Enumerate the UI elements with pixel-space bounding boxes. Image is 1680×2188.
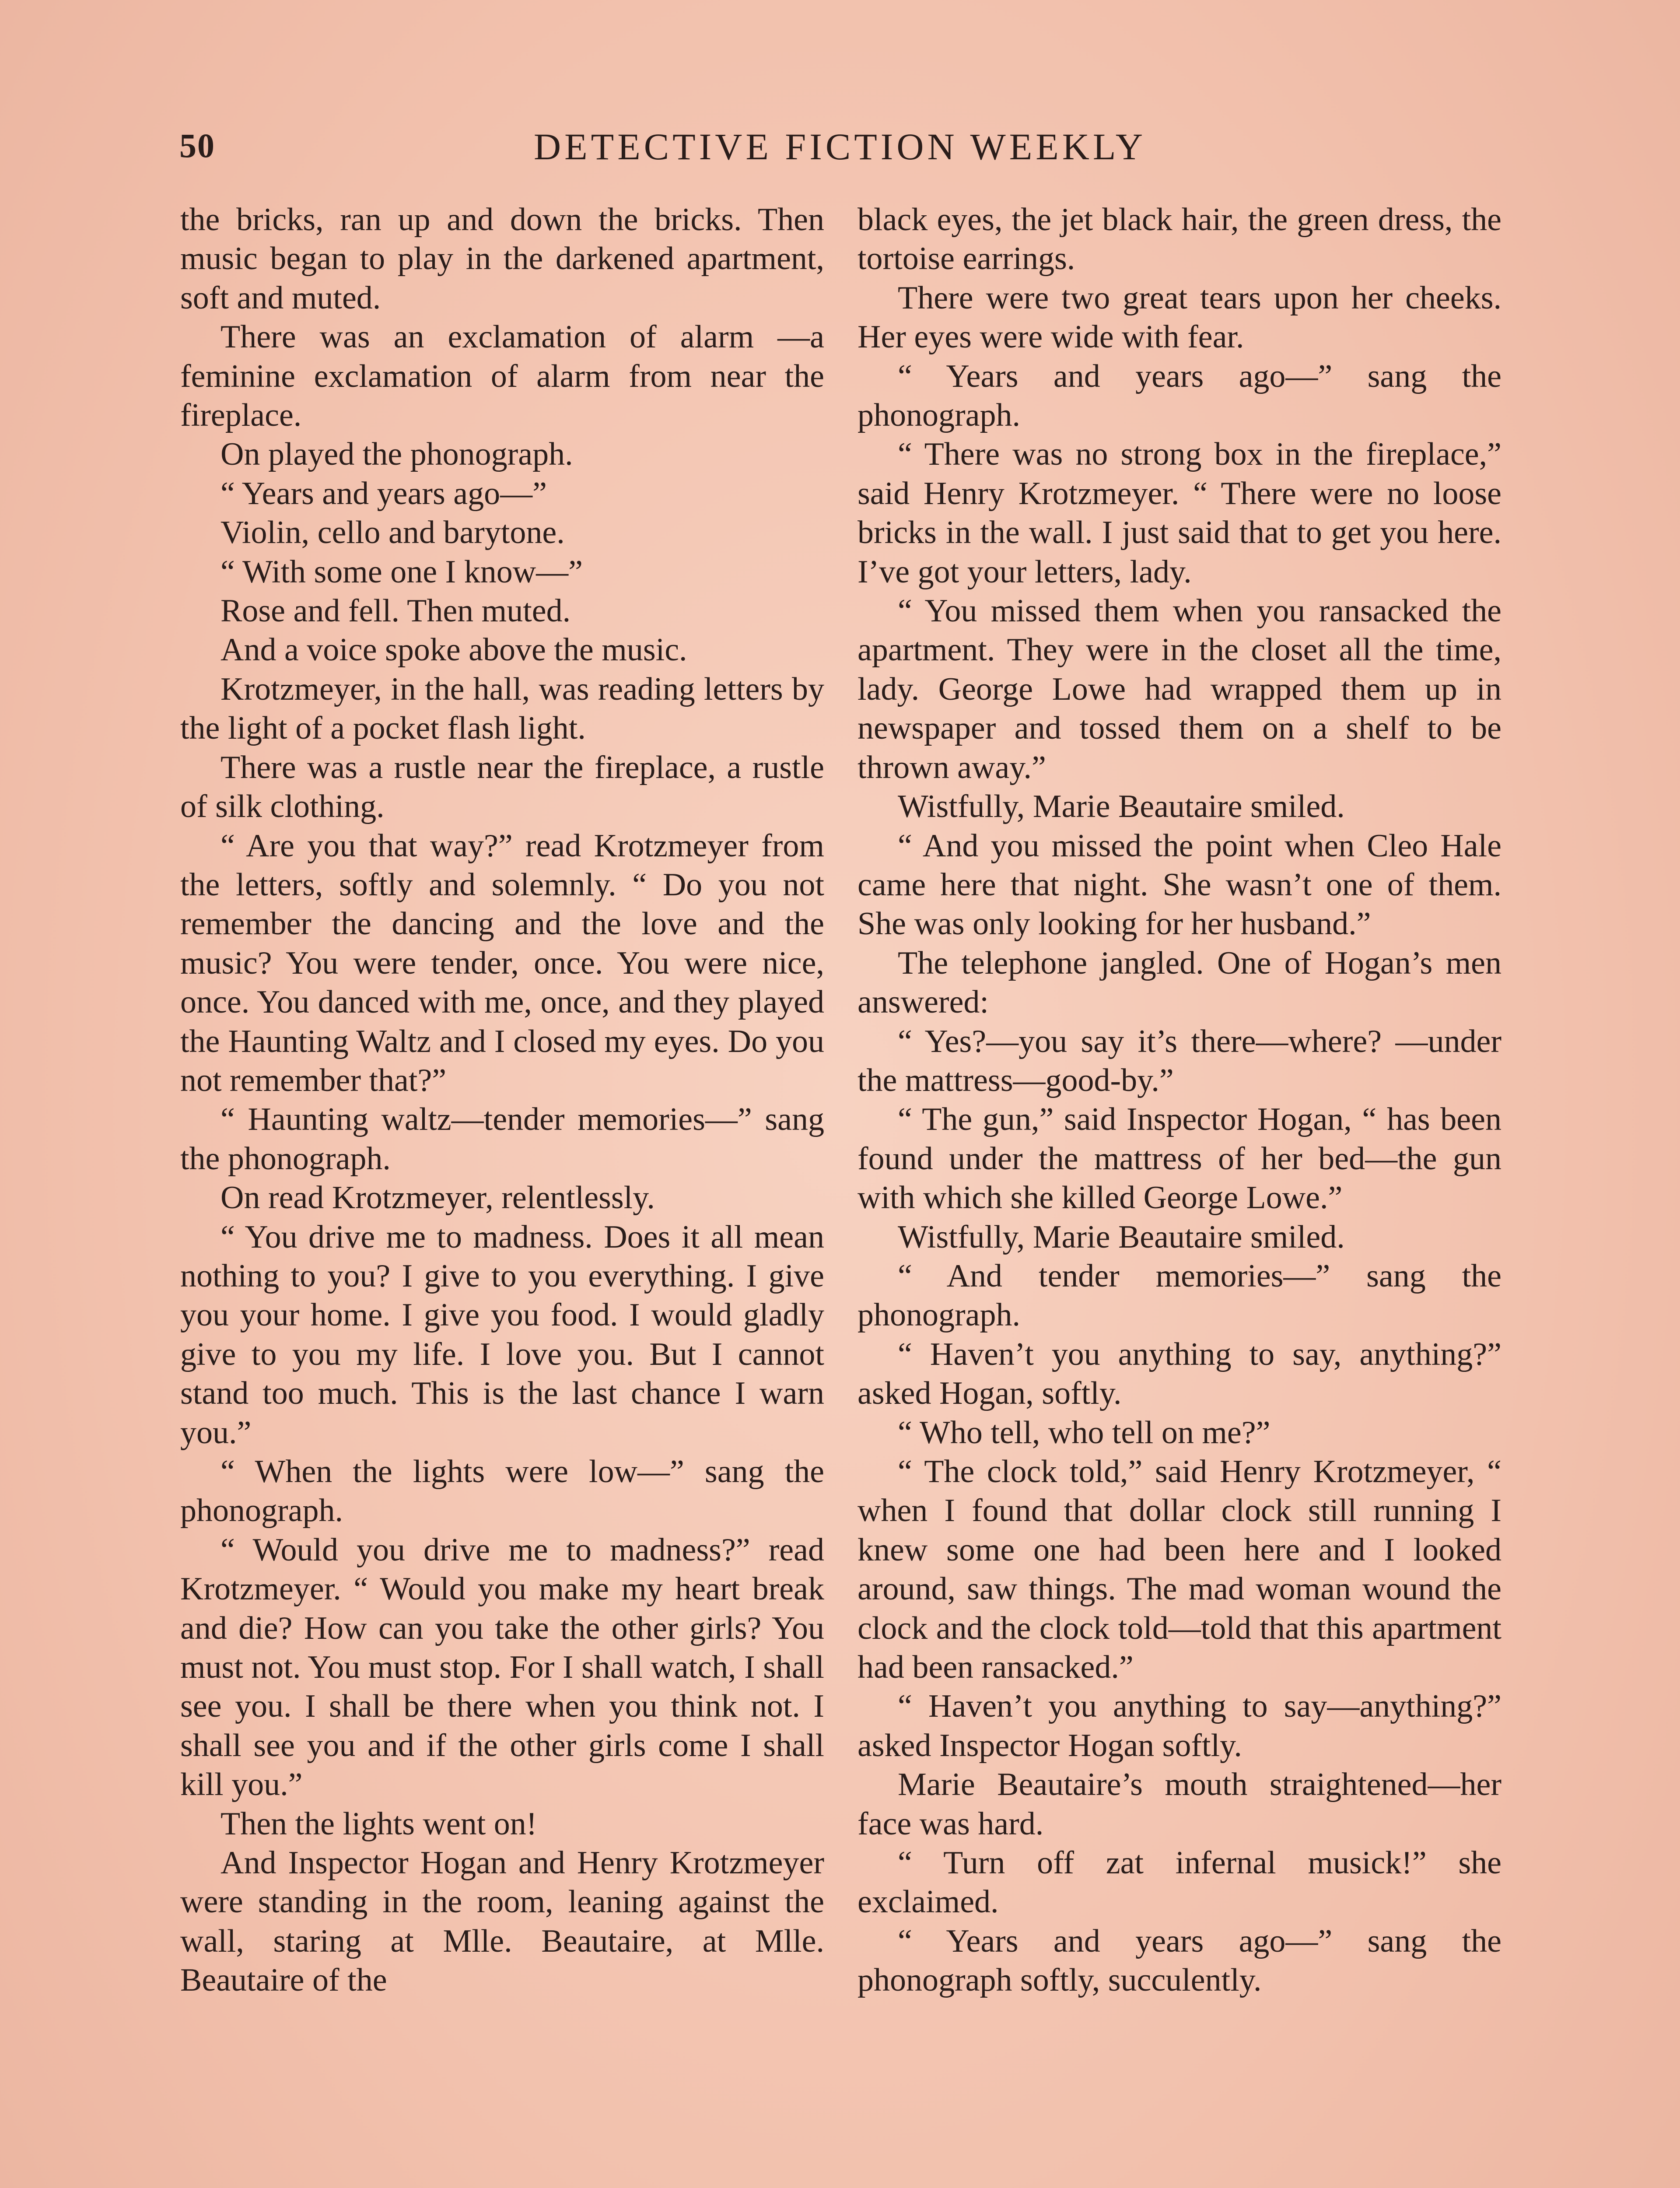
paragraph: Wistfully, Marie Beautaire smiled. [898,789,1345,825]
left-column [180,200,824,2000]
paragraph: There was a rustle near the fireplace, a rustle of silk clothing. [180,749,824,825]
paragraph: “ Years and years ago—” [220,475,547,512]
paragraph: the bricks, ran up and down the bricks. Then music began to play in the darkened apartment, soft and muted. [180,202,824,316]
paragraph: Marie Beautaire’s mouth straightened—her face was hard. [858,1767,1502,1842]
paragraph: Violin, cello and barytone. [220,515,565,551]
running-title: DETECTIVE FICTION WEEKLY [534,126,1146,168]
paragraph: “ Turn off zat infernal musick!” she exclaimed. [858,1845,1502,1920]
paragraph: “ When the lights were low—” sang the phonograph. [180,1454,824,1529]
paragraph: “ The gun,” said Inspector Hogan, “ has been found under the mattress of her bed—the gun with which she killed George Lowe.” [858,1101,1502,1216]
paragraph: Krotzmeyer, in the hall, was reading letters by the light of a pocket flash light. [180,671,824,747]
paragraph: Rose and fell. Then muted. [220,593,571,629]
paragraph: On read Krotzmeyer, relentlessly. [220,1180,655,1216]
right-column [858,200,1502,2000]
paragraph: The telephone jangled. One of Hogan’s men answered: [858,945,1502,1020]
paragraph: “ Years and years ago—” sang the phonograph softly, succulently. [858,1923,1502,1999]
paragraph: “ Are you that way?” read Krotzmeyer from the letters, softly and solemnly. “ Do you not remember the dancing and the love and the music? You were tender, once. You were nice, once. You danced with me, once, and they played the Haunting Waltz and I closed my eyes. Do you not remember that?” [180,828,824,1098]
paragraph: On played the phonograph. [220,436,573,473]
paragraph: “ With some one I know—” [220,554,583,590]
paragraph: There was an exclamation of alarm —a feminine exclamation of alarm from near the fireplace. [180,319,824,434]
paragraph: “ The clock told,” said Henry Krotzmeyer, “ when I found that dollar clock still running I knew some one had been here and I looked around, saw things. The mad woman wound the clock and the clock told—told that this apartment had been ransacked.” [858,1454,1502,1686]
paragraph: And a voice spoke above the music. [220,632,687,668]
page-number: 50 [179,126,215,165]
paragraph: Wistfully, Marie Beautaire smiled. [898,1219,1345,1255]
paragraph: “ Who tell, who tell on me?” [898,1414,1270,1451]
paragraph: “ And tender memories—” sang the phonograph. [858,1258,1502,1333]
paragraph: black eyes, the jet black hair, the green dress, the tortoise earrings. [858,202,1502,277]
paragraph: “ You missed them when you ransacked the apartment. They were in the closet all the time, lady. George Lowe had wrapped them up in newspaper and tossed them on a shelf to be thrown away.” [858,593,1502,785]
paragraph: “ Haunting waltz—tender memories—” sang the phonograph. [180,1101,824,1177]
paragraph: “ Would you drive me to madness?” read Krotzmeyer. “ Would you make my heart break and die? How can you take the other girls? You must not. You must stop. For I shall watch, I shall see you. I shall be there when you think not. I shall see you and if the other girls come I shall kill you.” [180,1532,824,1803]
paragraph: And Inspector Hogan and Henry Krotzmeyer were standing in the room, leaning against the wall, staring at Mlle. Beautaire, at Mlle. Beautaire of the [180,1845,824,1999]
paragraph: “ There was no strong box in the fireplace,” said Henry Krotzmeyer. “ There were no loose bricks in the wall. I just said that to get you here. I’ve got your letters, lady. [858,436,1502,590]
paragraph: “ Haven’t you anything to say—anything?” asked Inspector Hogan softly. [858,1688,1502,1764]
paragraph: “ Haven’t you anything to say, anything?” asked Hogan, softly. [858,1336,1502,1412]
paragraph: “ Yes?—you say it’s there—where? —under the mattress—good-by.” [858,1023,1502,1098]
paragraph: There were two great tears upon her cheeks. Her eyes were wide with fear. [858,280,1502,355]
paragraph: “ Years and years ago—” sang the phonograph. [858,358,1502,434]
paragraph: Then the lights went on! [220,1806,537,1842]
paragraph: “ You drive me to madness. Does it all mean nothing to you? I give to you everything. I give you your home. I give you food. I would gladly give to you my life. I love you. But I cannot stand too much. This is the last chance I warn you.” [180,1219,824,1451]
paragraph: “ And you missed the point when Cleo Hale came here that night. She wasn’t one of them. She was only looking for her husband.” [858,828,1502,942]
